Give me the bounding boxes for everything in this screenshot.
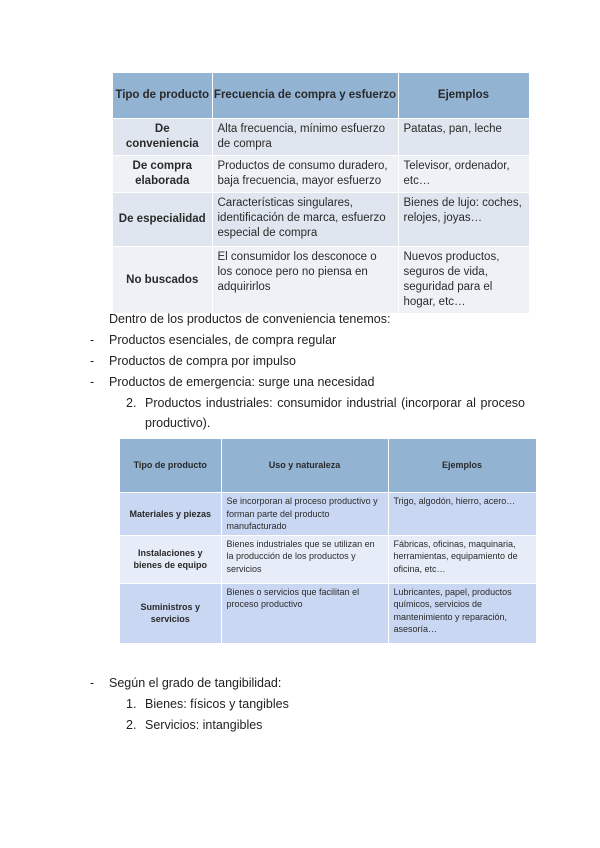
list-item: Bienes: físicos y tangibles	[145, 697, 289, 711]
row-type-cell: Materiales y piezas	[120, 493, 221, 536]
row-desc-cell: Bienes o servicios que facilitan el proceso productivo	[221, 583, 388, 643]
list-number: 2.	[126, 396, 137, 410]
row-type-cell: De especialidad	[113, 193, 212, 247]
table-row	[113, 119, 529, 156]
list-bullet: -	[90, 676, 95, 690]
row-examples-cell: Patatas, pan, leche	[398, 119, 529, 156]
row-type-cell: Instalaciones y bienes de equipo	[120, 535, 221, 583]
table-row	[113, 247, 529, 314]
list-number: 1.	[126, 697, 137, 711]
list-bullet: -	[90, 354, 95, 368]
header-cell: Tipo de producto	[113, 73, 212, 119]
table-row	[120, 535, 536, 583]
list-bullet: -	[90, 375, 95, 389]
row-desc-cell: Bienes industriales que se utilizan en la producción de los productos y servicios	[221, 535, 388, 583]
row-desc-cell: Alta frecuencia, mínimo esfuerzo de compra	[212, 119, 398, 156]
row-desc-cell: Productos de consumo duradero, baja frecuencia, mayor esfuerzo	[212, 156, 398, 193]
header-cell: Uso y naturaleza	[221, 439, 388, 493]
row-examples-cell: Nuevos productos, seguros de vida, seguridad para el hogar, etc…	[398, 247, 529, 314]
table-row	[113, 193, 529, 247]
table-header-row	[113, 73, 529, 119]
row-examples-cell: Lubricantes, papel, productos químicos, servicios de mantenimiento y reparación, asesoría…	[388, 583, 536, 643]
row-desc-cell: Características singulares, identificación de marca, esfuerzo especial de compra	[212, 193, 398, 247]
row-examples-cell: Fábricas, oficinas, maquinaria, herramientas, equipamiento de oficina, etc…	[388, 535, 536, 583]
list-item: Productos de emergencia: surge una necesidad	[109, 375, 375, 389]
list-item: Productos esenciales, de compra regular	[109, 333, 337, 347]
header-cell: Frecuencia de compra y esfuerzo	[212, 73, 398, 119]
row-type-cell: No buscados	[113, 247, 212, 314]
header-cell: Ejemplos	[388, 439, 536, 493]
list-item: Productos de compra por impulso	[109, 354, 296, 368]
row-examples-cell: Trigo, algodón, hierro, acero…	[388, 493, 536, 536]
industrial-products-table	[120, 439, 537, 643]
header-cell: Ejemplos	[398, 73, 529, 119]
row-examples-cell: Televisor, ordenador, etc…	[398, 156, 529, 193]
row-desc-cell: El consumidor los desconoce o los conoce pero no piensa en adquirirlos	[212, 247, 398, 314]
industrial-products-line1: Productos industriales: consumidor industrial (incorporar al proceso	[145, 396, 525, 410]
list-item: Servicios: intangibles	[145, 718, 263, 732]
table-row	[120, 493, 536, 536]
table-row	[113, 156, 529, 193]
tangibility-heading: Según el grado de tangibilidad:	[109, 676, 282, 690]
list-bullet: -	[90, 333, 95, 347]
industrial-products-line2: productivo).	[145, 416, 211, 430]
convenience-intro: Dentro de los productos de conveniencia tenemos:	[109, 312, 391, 326]
list-number: 2.	[126, 718, 137, 732]
table-header-row	[120, 439, 536, 493]
row-type-cell: De compra elaborada	[113, 156, 212, 193]
row-examples-cell: Bienes de lujo: coches, relojes, joyas…	[398, 193, 529, 247]
product-types-table	[113, 73, 530, 313]
table-row	[120, 583, 536, 643]
row-desc-cell: Se incorporan al proceso productivo y forman parte del producto manufacturado	[221, 493, 388, 536]
header-cell: Tipo de producto	[120, 439, 221, 493]
row-type-cell: De conveniencia	[113, 119, 212, 156]
row-type-cell: Suministros y servicios	[120, 583, 221, 643]
